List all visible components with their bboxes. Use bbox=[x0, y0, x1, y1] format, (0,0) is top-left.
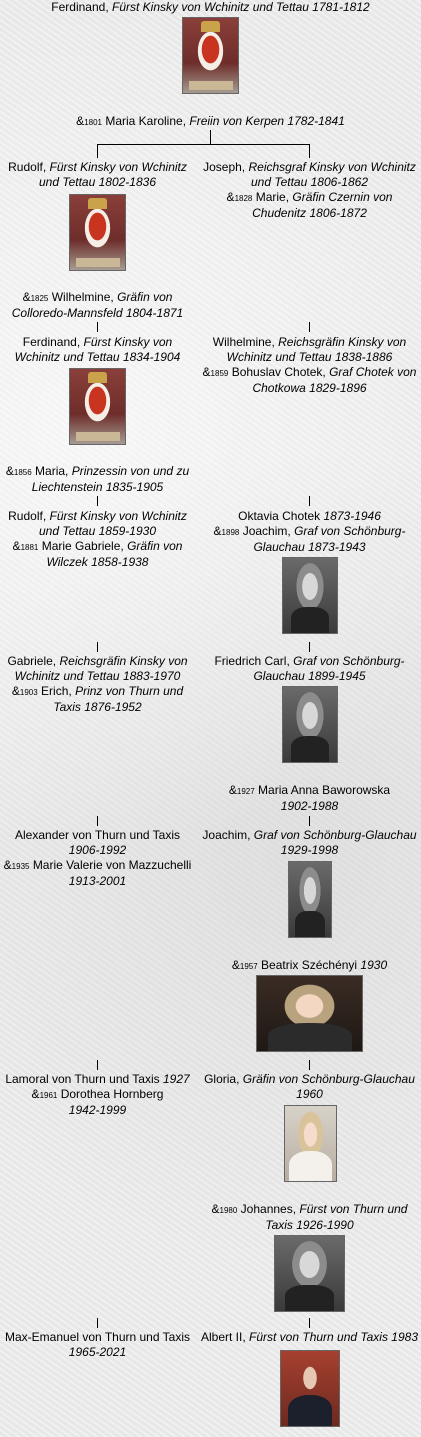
person-joachim-1929: Joachim, Graf von Schönburg-Glauchau 1929-1998 bbox=[202, 828, 417, 857]
person-albert-ii: Albert II, Fürst von Thurn und Taxis 1983 bbox=[200, 1330, 418, 1344]
coat-of-arms-image bbox=[182, 17, 239, 94]
tree-connector bbox=[309, 1318, 310, 1328]
spouse-beatrix-szechenyi: &1957 Beatrix Széchényi 1930 bbox=[231, 958, 388, 972]
portrait-photo-beatrix bbox=[256, 975, 363, 1052]
portrait-photo-friedrich-carl bbox=[282, 686, 338, 763]
person-max-emanuel: Max-Emanuel von Thurn und Taxis 1965-2021 bbox=[5, 1330, 190, 1359]
tree-connector bbox=[309, 816, 310, 826]
person-gabriele-1883: Gabriele, Reichsgräfin Kinsky von Wchinitz und Tettau 1883-1970 &1903 Erich, Prinz von Thurn und Taxis 1876-1952 bbox=[7, 654, 188, 714]
tree-connector bbox=[210, 130, 211, 144]
tree-connector bbox=[97, 816, 98, 826]
portrait-photo-gloria bbox=[284, 1105, 337, 1182]
tree-connector bbox=[309, 144, 310, 158]
tree-connector bbox=[97, 1060, 98, 1070]
tree-connector bbox=[309, 642, 310, 652]
tree-connector bbox=[97, 1318, 98, 1328]
tree-connector bbox=[97, 496, 98, 506]
spouse-maria-anna-baworowska: &1927 Maria Anna Baworowska 1902-1988 bbox=[228, 783, 391, 813]
person-friedrich-carl: Friedrich Carl, Graf von Schönburg-Glauchau 1899-1945 bbox=[214, 654, 405, 683]
person-oktavia-chotek: Oktavia Chotek 1873-1946 &1898 Joachim, Graf von Schönburg-Glauchau 1873-1943 bbox=[213, 509, 406, 554]
person-ferdinand-1834: Ferdinand, Fürst Kinsky von Wchinitz und Tettau 1834-1904 bbox=[14, 335, 181, 364]
tree-connector bbox=[309, 1060, 310, 1070]
spouse-wilhelmine-1804: &1825 Wilhelmine, Gräfin von Colloredo-Mannsfeld 1804-1871 bbox=[11, 290, 184, 320]
portrait-photo-joachim-1929 bbox=[288, 861, 332, 938]
tree-connector bbox=[97, 144, 98, 158]
portrait-photo-joachim-1873 bbox=[282, 557, 338, 634]
coat-of-arms-image bbox=[69, 194, 126, 271]
person-wilhelmine-1838: Wilhelmine, Reichsgräfin Kinsky von Wchinitz und Tettau 1838-1886 &1859 Bohuslav Chotek, Graf Chotek von Chotkowa 1829-1896 bbox=[202, 335, 417, 395]
spouse-johannes-1926: &1980 Johannes, Fürst von Thurn und Taxis 1926-1990 bbox=[211, 1202, 408, 1232]
person-alexander-1906: Alexander von Thurn und Taxis 1906-1992 &1935 Marie Valerie von Mazzuchelli 1913-2001 bbox=[3, 828, 192, 888]
person-joseph-1806: Joseph, Reichsgraf Kinsky von Wchinitz und Tettau 1806-1862 &1828 Marie, Gräfin Czernin von Chudenitz 1806-1872 bbox=[203, 160, 416, 220]
person-lamoral-1927: Lamoral von Thurn und Taxis 1927 &1961 Dorothea Hornberg 1942-1999 bbox=[5, 1072, 190, 1117]
spouse-maria-karoline: &1801 Maria Karoline, Freiin von Kerpen 1782-1841 bbox=[76, 114, 345, 128]
person-rudolf-1859: Rudolf, Fürst Kinsky von Wchinitz und Tettau 1859-1930 &1881 Marie Gabriele, Gräfin von Wilczek 1858-1938 bbox=[8, 509, 187, 569]
person-rudolf-1802: Rudolf, Fürst Kinsky von Wchinitz und Tettau 1802-1836 bbox=[8, 160, 187, 189]
person-gloria-1960: Gloria, Gräfin von Schönburg-Glauchau 1960 bbox=[204, 1072, 415, 1101]
portrait-photo-albert bbox=[280, 1350, 340, 1427]
spouse-maria-liechtenstein: &1856 Maria, Prinzessin von und zu Liechtenstein 1835-1905 bbox=[5, 464, 190, 494]
tree-connector bbox=[309, 322, 310, 332]
tree-connector bbox=[97, 322, 98, 332]
tree-connector bbox=[309, 496, 310, 506]
person-ferdinand-1781: Ferdinand, Fürst Kinsky von Wchinitz und Tettau 1781-1812 bbox=[51, 0, 370, 14]
tree-connector bbox=[97, 144, 310, 145]
tree-connector bbox=[97, 642, 98, 652]
portrait-photo-johannes bbox=[274, 1235, 345, 1312]
coat-of-arms-image bbox=[69, 368, 126, 445]
